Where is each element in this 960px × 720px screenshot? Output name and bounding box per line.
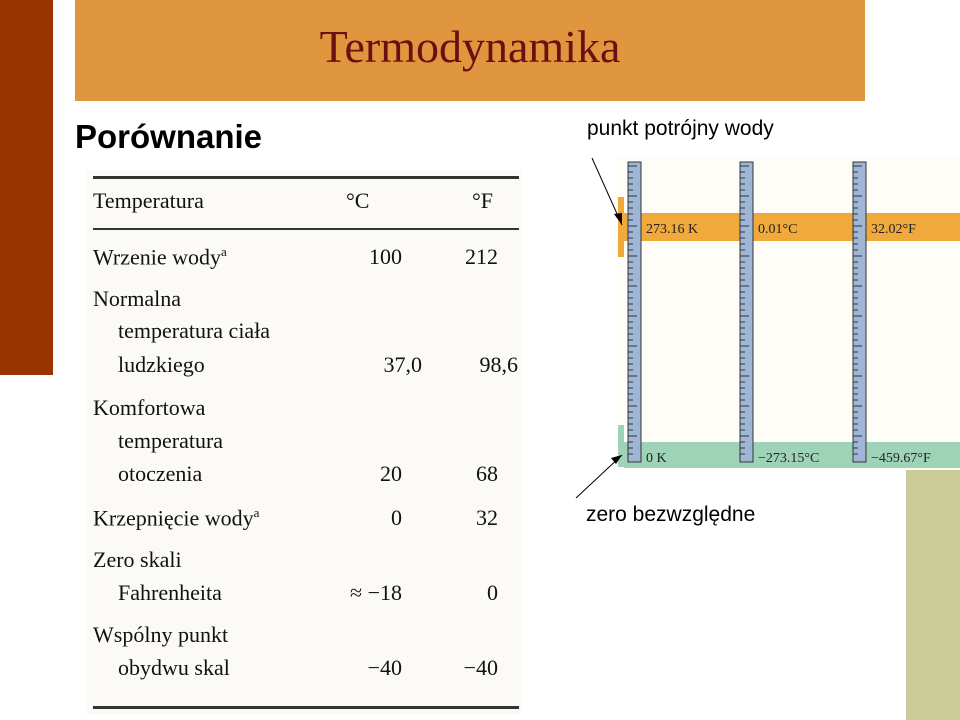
slide-subtitle: Porównanie bbox=[75, 118, 263, 155]
table-header-label: Temperatura bbox=[93, 188, 204, 213]
table-row-fahrenheit: −40 bbox=[463, 655, 498, 680]
slide-title: Termodynamika bbox=[319, 21, 621, 72]
table-row-label: Wspólny punkt bbox=[93, 622, 229, 647]
triple-point-marker bbox=[618, 197, 624, 257]
table-row-label-line2: Fahrenheita bbox=[118, 580, 222, 605]
table-row-label: Normalna bbox=[93, 286, 181, 311]
table-row-label-line3: otoczenia bbox=[118, 461, 203, 486]
table-row-label: Komfortowa bbox=[93, 395, 206, 420]
table-row-label-line2: temperatura bbox=[118, 428, 224, 453]
triple-point-celsius-label: 0.01°C bbox=[758, 222, 798, 237]
table-row-celsius: 20 bbox=[380, 461, 402, 486]
table-header-fahrenheit: °F bbox=[472, 188, 494, 213]
table-row-fahrenheit: 98,6 bbox=[479, 352, 518, 377]
table-row-fahrenheit: 68 bbox=[476, 461, 498, 486]
illustration-background bbox=[615, 155, 960, 470]
table-row-fahrenheit: 0 bbox=[487, 580, 498, 605]
table-row-celsius: 37,0 bbox=[383, 352, 422, 377]
table-row-fahrenheit: 212 bbox=[465, 244, 498, 269]
table-row-label: Krzepnięcie wody$^a$ bbox=[93, 505, 260, 531]
table-row-label: Wrzenie wody$^a$ bbox=[93, 244, 227, 270]
kelvin-thermometer bbox=[628, 162, 641, 462]
table-row-label-line3: ludzkiego bbox=[118, 352, 205, 377]
absolute-zero-celsius-label: −273.15°C bbox=[758, 451, 820, 466]
absolute-zero-kelvin-label: 0 K bbox=[646, 451, 667, 466]
triple-point-kelvin-label: 273.16 K bbox=[646, 222, 699, 237]
absolute-zero-marker bbox=[618, 425, 624, 467]
celsius-thermometer bbox=[740, 162, 753, 462]
fahrenheit-thermometer bbox=[853, 162, 866, 462]
table-row-label-line2: obydwu skal bbox=[118, 655, 230, 680]
absolute-zero-fahrenheit-label: −459.67°F bbox=[871, 451, 931, 466]
table-header-celsius: °C bbox=[346, 188, 370, 213]
absolute-zero-caption: zero bezwzględne bbox=[586, 503, 756, 526]
table-row-celsius: 0 bbox=[391, 505, 402, 530]
triple-point-fahrenheit-label: 32.02°F bbox=[871, 222, 916, 237]
table-row-celsius: −40 bbox=[367, 655, 402, 680]
triple-point-caption: punkt potrójny wody bbox=[587, 117, 774, 140]
table-row-fahrenheit: 32 bbox=[476, 505, 498, 530]
table-row-celsius: 100 bbox=[369, 244, 402, 269]
table-row-celsius: ≈ −18 bbox=[350, 580, 402, 605]
table-row-label-line2: temperatura ciała bbox=[118, 318, 271, 343]
table-row-label: Zero skali bbox=[93, 547, 182, 572]
